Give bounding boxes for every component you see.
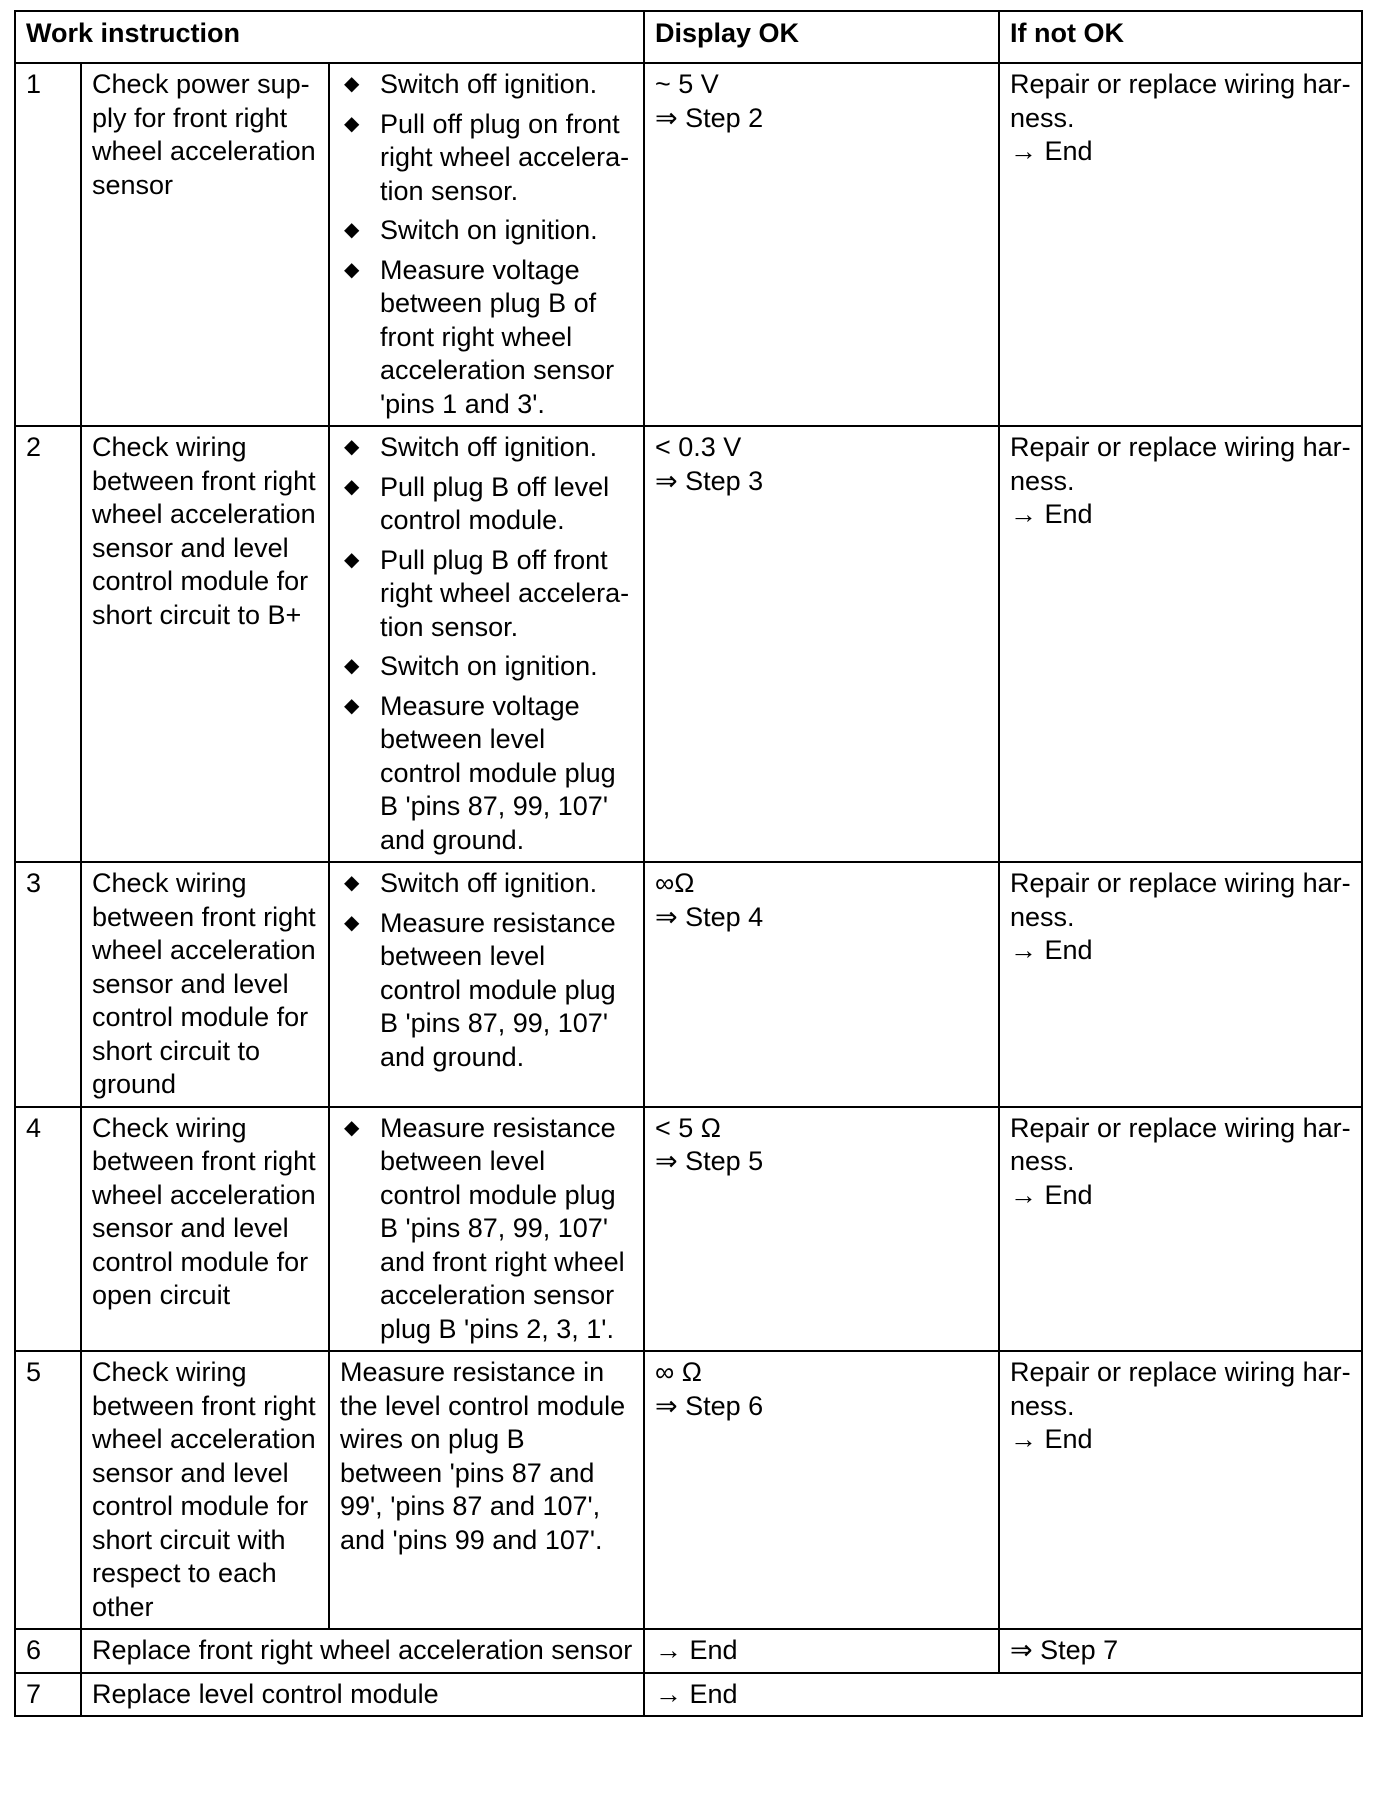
header-work-instruction: Work instruction <box>15 11 644 63</box>
diamond-bullet-icon: ◆ <box>344 655 360 677</box>
expected-value: ∞ Ω <box>655 1357 702 1387</box>
display-ok-cell <box>644 1107 999 1352</box>
end-link: → End <box>1010 1424 1093 1454</box>
expected-value: < 0.3 V <box>655 432 742 462</box>
step-description: Check wiring between front right wheel acceleration sensor and level control module for short circuit with respect to each other <box>81 1351 329 1629</box>
step-number: 1 <box>15 63 81 426</box>
expected-value: < 5 Ω <box>655 1112 721 1143</box>
action-item: ◆ Measure voltage between level control module plug B 'pins 87, 99, 107' and ground. <box>344 690 616 855</box>
action-item: ◆ Measure resistance between level control module plug B 'pins 87, 99, 107' and front right wheel acceleration sensor plug B 'pins 2, 3, 1'. <box>344 1112 625 1344</box>
display-ok-cell <box>644 63 999 426</box>
step-actions <box>329 862 644 1107</box>
display-ok-cell: → End <box>644 1673 1362 1717</box>
end-link: → End <box>1010 136 1093 166</box>
if-not-ok-cell <box>999 862 1362 1107</box>
end-link: → End <box>1010 935 1093 965</box>
end-link: → End <box>1010 499 1093 529</box>
table-row-step-4 <box>15 1107 1362 1352</box>
remedy-text: Repair or replace wiring har- ness. <box>1010 868 1351 932</box>
table-row-step-5 <box>15 1351 1362 1629</box>
diamond-bullet-icon: ◆ <box>344 73 360 95</box>
step-instruction: Replace level control module <box>81 1673 644 1717</box>
step-instruction: Replace front right wheel acceleration sensor <box>81 1629 644 1673</box>
work-instruction-table <box>14 10 1363 1717</box>
step-description: Check wiring between front right wheel acceleration sensor and level control module for short circuit to B+ <box>81 426 329 862</box>
display-ok-cell: → End <box>644 1629 999 1673</box>
display-ok-cell <box>644 426 999 862</box>
action-item: ◆ Pull plug B off level control module. <box>344 471 610 535</box>
step-description: Check wiring between front right wheel acceleration sensor and level control module for open circuit <box>81 1107 329 1352</box>
diamond-bullet-icon: ◆ <box>344 694 360 717</box>
if-not-ok-cell <box>999 426 1362 862</box>
step-number: 3 <box>15 862 81 1107</box>
step-number: 6 <box>15 1629 81 1673</box>
action-item: ◆ Pull off plug on front right wheel accelera- tion sensor. <box>344 108 630 206</box>
diamond-bullet-icon: ◆ <box>344 475 360 498</box>
next-step-link: ⇒ Step 2 <box>655 102 764 133</box>
action-item: ◆ Switch on ignition. <box>340 650 633 684</box>
if-not-ok-cell: ⇒ Step 7 <box>999 1629 1362 1673</box>
step-number: 7 <box>15 1673 81 1717</box>
next-step-link: ⇒ Step 6 <box>655 1390 764 1421</box>
step-actions <box>329 1107 644 1352</box>
step-description: Check wiring between front right wheel acceleration sensor and level control module for short circuit to ground <box>81 862 329 1107</box>
end-link: → End <box>1010 1179 1093 1210</box>
step-action-text: Measure resistance in the level control module wires on plug B between 'pins 87 and 99', 'pins 87 and 107', and 'pins 99 and 107'. <box>329 1351 644 1629</box>
diamond-bullet-icon: ◆ <box>344 872 360 894</box>
step-number: 5 <box>15 1351 81 1629</box>
diamond-bullet-icon: ◆ <box>344 911 360 934</box>
table-row-step-7 <box>15 1673 1362 1717</box>
diamond-bullet-icon: ◆ <box>344 258 360 281</box>
remedy-text: Repair or replace wiring har- ness. <box>1010 1357 1351 1421</box>
display-ok-cell <box>644 862 999 1107</box>
table-row-step-6 <box>15 1629 1362 1673</box>
diamond-bullet-icon: ◆ <box>344 1116 360 1139</box>
step-actions <box>329 426 644 862</box>
diamond-bullet-icon: ◆ <box>344 436 360 458</box>
action-item: ◆ Measure resistance between level control module plug B 'pins 87, 99, 107' and ground. <box>344 907 616 1072</box>
header-display-ok: Display OK <box>644 11 999 63</box>
if-not-ok-cell <box>999 1351 1362 1629</box>
table-header-row <box>15 11 1362 63</box>
action-item: ◆ Switch off ignition. <box>340 431 633 465</box>
remedy-text: Repair or replace wiring har- ness. <box>1010 1112 1351 1176</box>
remedy-text: Repair or replace wiring har- ness. <box>1010 69 1351 133</box>
step-actions <box>329 63 644 426</box>
action-item: ◆ Switch off ignition. <box>340 867 633 901</box>
step-description: Check power sup- ply for front right wheel acceleration sensor <box>81 63 329 426</box>
next-step-link: ⇒ Step 3 <box>655 465 764 496</box>
header-if-not-ok: If not OK <box>999 11 1362 63</box>
remedy-text: Repair or replace wiring har- ness. <box>1010 432 1351 496</box>
step-number: 4 <box>15 1107 81 1352</box>
diamond-bullet-icon: ◆ <box>344 112 360 135</box>
table-row-step-1 <box>15 63 1362 426</box>
display-ok-cell <box>644 1351 999 1629</box>
action-item: ◆ Switch on ignition. <box>340 214 633 248</box>
if-not-ok-cell <box>999 63 1362 426</box>
diamond-bullet-icon: ◆ <box>344 219 360 241</box>
next-step-link: ⇒ Step 5 <box>655 1146 764 1176</box>
expected-value: ∞Ω <box>655 868 695 898</box>
diamond-bullet-icon: ◆ <box>344 548 360 571</box>
expected-value: ~ 5 V <box>655 69 719 99</box>
next-step-link: ⇒ Step 4 <box>655 901 764 932</box>
if-not-ok-cell <box>999 1107 1362 1352</box>
step-number: 2 <box>15 426 81 862</box>
table-row-step-3 <box>15 862 1362 1107</box>
action-item: ◆ Measure voltage between plug B of front right wheel acceleration sensor 'pins 1 and 3'. <box>344 254 615 419</box>
action-item: ◆ Switch off ignition. <box>340 68 633 102</box>
table-row-step-2 <box>15 426 1362 862</box>
action-item: ◆ Pull plug B off front right wheel accelera- tion sensor. <box>344 544 630 642</box>
